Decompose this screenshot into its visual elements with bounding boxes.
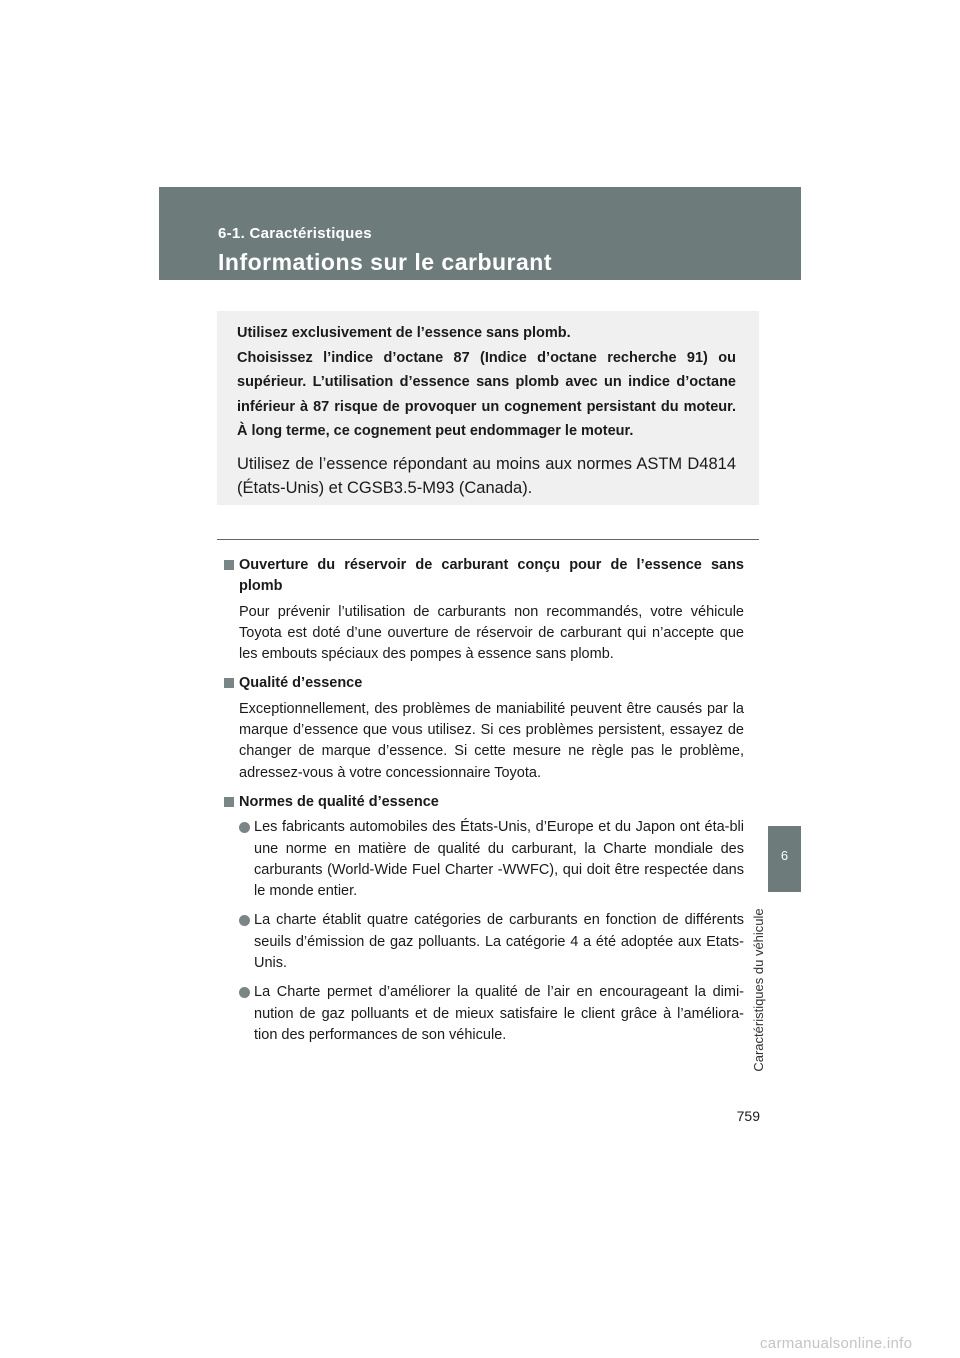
list-item-text: Les fabricants automobiles des États-Unis, d’Europe et du Japon ont éta-bli une norme en matière de qualité du carburant, la Charte mondiale des carburants (World-Wide Fuel Charter -WWFC), qui doit être respectée dans le monde entier. — [254, 819, 744, 900]
main-content — [224, 555, 744, 1054]
watermark: carmanualsonline.info — [760, 1335, 913, 1352]
page-number: 759 — [736, 1108, 760, 1124]
circle-bullet-icon — [239, 915, 250, 926]
section-heading-text: Ouverture du réservoir de carburant conçu pour de l’essence sans plomb — [239, 557, 744, 595]
list-item-text: La Charte permet d’améliorer la qualité de l’air en encourageant la dimi-nution de gaz polluants et de mieux satisfaire le client grâce à l’améliora-tion des performances de son véhicule. — [254, 984, 744, 1043]
section-heading-text: Normes de qualité d’essence — [239, 793, 439, 810]
list-item — [239, 910, 744, 974]
info-normal-paragraph: Utilisez de l’essence répondant au moins aux normes ASTM D4814 (États-Unis) et CGSB3.5-M93 (Canada). — [237, 454, 736, 497]
list-item — [239, 817, 744, 902]
square-bullet-icon — [224, 797, 234, 807]
section-heading — [224, 792, 744, 813]
page-header — [159, 187, 801, 280]
chapter-tab[interactable]: 6 — [768, 826, 801, 892]
info-bold-paragraph: Choisissez l’indice d’octane 87 (Indice d’octane recherche 91) ou supérieur. L’utilisation d’essence sans plomb avec un indice d’octane inférieur à 87 risque de provoquer un cognement persistant du moteur. À long terme, ce cognement peut endommager le moteur. — [237, 349, 736, 439]
list-item — [239, 982, 744, 1046]
section-heading — [224, 673, 744, 694]
page-title: Informations sur le carburant — [218, 249, 553, 275]
section-heading — [224, 555, 744, 598]
divider — [217, 539, 759, 540]
section-heading-text: Qualité d’essence — [239, 675, 363, 692]
circle-bullet-icon — [239, 987, 250, 998]
fuel-info-box — [217, 311, 759, 505]
square-bullet-icon — [224, 560, 234, 570]
section-label: 6-1. Caractéristiques — [218, 225, 372, 242]
section-paragraph: Pour prévenir l’utilisation de carburants non recommandés, votre véhicule Toyota est doté d’une ouverture de réservoir de carburant qui n’accepte que les embouts spéciaux des pompes à essence sans plomb. — [239, 603, 744, 663]
square-bullet-icon — [224, 678, 234, 688]
section-paragraph: Exceptionnellement, des problèmes de maniabilité peuvent être causés par la marque d’essence que vous utilisez. Si ces problèmes persistent, essayez de changer de marque d’essence. Si cette mesure ne règle pas le problème, adressez-vous à votre concessionnaire Toyota. — [239, 700, 744, 781]
info-bold-line: Utilisez exclusivement de l’essence sans plomb. — [237, 325, 571, 341]
circle-bullet-icon — [239, 822, 250, 833]
list-item-text: La charte établit quatre catégories de carburants en fonction de différents seuils d’émission de gaz polluants. La catégorie 4 a été adoptée aux Etats-Unis. — [254, 912, 744, 972]
chapter-label: Caractéristiques du véhicule — [751, 908, 766, 1072]
